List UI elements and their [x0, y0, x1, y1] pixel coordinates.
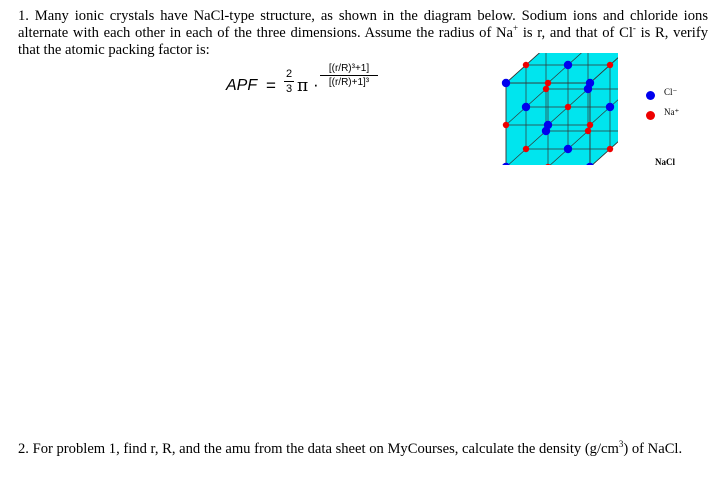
legend-label-chloride: Cl⁻ — [664, 87, 678, 97]
chloride-ion — [564, 61, 572, 69]
cl-superscript: - — [632, 23, 636, 34]
ratio-numerator: [(r/R)³+1] — [328, 63, 370, 74]
two-thirds-fraction — [284, 68, 294, 95]
sodium-ion — [543, 86, 549, 92]
sodium-ion — [545, 80, 551, 86]
sodium-ion — [587, 122, 593, 128]
chloride-ion — [544, 121, 552, 129]
sodium-ion — [523, 146, 529, 152]
problem-1-text — [18, 8, 708, 59]
problem-1-suffix: is R, verify that the atomic packing factor is: — [18, 25, 708, 58]
fraction-numerator: 2 — [285, 68, 293, 80]
chloride-ion — [522, 103, 530, 111]
chloride-ion — [606, 103, 614, 111]
problem-1-middle: is r, and that of Cl — [518, 25, 633, 41]
chloride-ion — [586, 79, 594, 87]
cm3-superscript: 3 — [618, 439, 624, 450]
fraction-denominator: 3 — [285, 83, 293, 95]
ratio-denominator: [(r/R)+1]³ — [328, 77, 370, 88]
problem-2-text — [18, 441, 708, 458]
pi-symbol: π — [297, 76, 309, 96]
chloride-ion — [564, 145, 572, 153]
legend-label-sodium: Na⁺ — [664, 107, 680, 117]
na-superscript: + — [513, 23, 519, 34]
problem-2-suffix: ) of NaCl. — [623, 441, 683, 457]
sodium-ion — [607, 62, 613, 68]
sodium-dot-icon — [646, 111, 655, 120]
sodium-ion — [503, 122, 509, 128]
fraction-bar — [284, 81, 294, 82]
apf-formula — [226, 62, 396, 112]
cube-lattice — [502, 53, 618, 165]
sodium-ion — [565, 104, 571, 110]
problem-2-prefix: 2. For problem 1, find r, R, and the amu from the data sheet on MyCourses, calculate the density (g/cm — [18, 441, 619, 457]
radius-ratio-fraction — [320, 63, 378, 88]
chloride-ion — [502, 79, 510, 87]
problem-1-prefix: 1. Many ionic crystals have NaCl-type structure, as shown in the diagram below. Sodium ions and chloride ions alternate with each other in each of the three dimensions. Assume the radius of Na — [18, 8, 708, 41]
sodium-ion — [585, 128, 591, 134]
sodium-ion — [607, 146, 613, 152]
ratio-fraction-bar — [320, 75, 378, 76]
nacl-crystal-diagram — [498, 53, 618, 165]
diagram-caption: NaCl — [655, 157, 675, 167]
sodium-ion — [523, 62, 529, 68]
equals-sign: = — [266, 76, 276, 95]
chloride-dot-icon — [646, 91, 655, 100]
multiply-dot: · — [313, 75, 319, 94]
apf-label: APF — [226, 77, 258, 94]
